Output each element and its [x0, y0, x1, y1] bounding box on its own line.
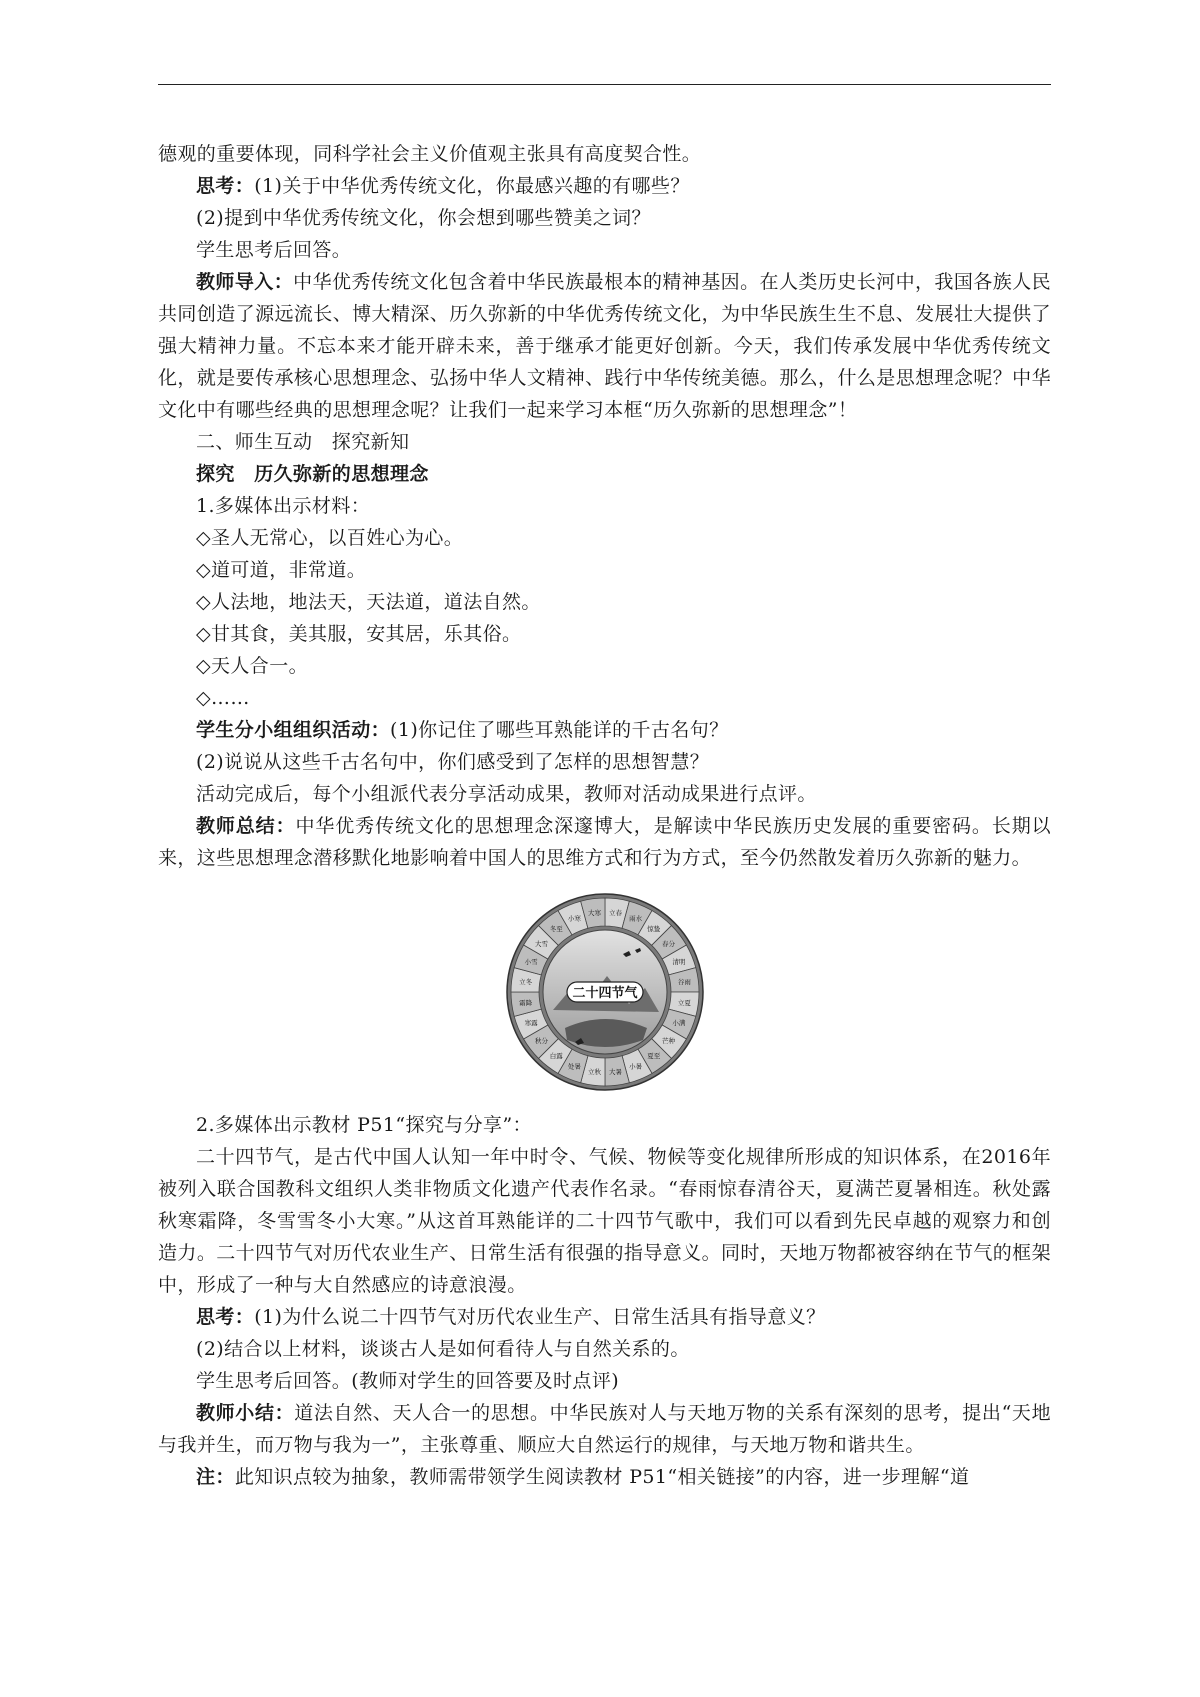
- solar-term-label: 小雪: [524, 957, 538, 966]
- paragraph: 1.多媒体出示材料：: [196, 495, 371, 517]
- solar-term-label: 小暑: [628, 1061, 642, 1070]
- student-activity-text: (1)你记住了哪些耳熟能详的千古名句？: [390, 719, 729, 741]
- solar-term-label: 白露: [549, 1051, 563, 1060]
- solar-term-label: 惊蛰: [646, 924, 660, 933]
- wheel-center-title: 二十四节气: [571, 985, 638, 1001]
- quote-item: ◇圣人无常心，以百姓心为心。: [196, 527, 464, 549]
- quote-item: ◇天人合一。: [196, 655, 309, 677]
- teacher-conclusion: [158, 1397, 1051, 1461]
- document-body: [158, 138, 1051, 1493]
- solar-term-label: 立秋: [587, 1067, 601, 1076]
- solar-term-label: 春分: [661, 939, 675, 948]
- solar-term-label: 大寒: [587, 908, 601, 917]
- solar-term-label: 小满: [671, 1018, 685, 1027]
- paragraph: 学生思考后回答。: [196, 239, 352, 261]
- solar-term-label: 雨水: [628, 914, 642, 923]
- note-label: 注：: [196, 1466, 235, 1488]
- think-question-1: [158, 170, 1051, 202]
- teacher-summary-label: 教师总结：: [196, 815, 296, 837]
- student-activity: [158, 714, 1051, 746]
- note-text: 此知识点较为抽象，教师需带领学生阅读教材 P51“相关链接”的内容，进一步理解“道: [234, 1466, 970, 1488]
- solar-term-label: 小寒: [567, 914, 581, 923]
- quote-item: ◇甘其食，美其服，安其居，乐其俗。: [196, 623, 522, 645]
- header-rule: [158, 84, 1051, 85]
- explore-heading: 探究 历久弥新的思想理念: [196, 463, 429, 485]
- think-question-2: [158, 1301, 1051, 1333]
- solar-term-label: 大暑: [608, 1067, 622, 1076]
- think-label: 思考：: [196, 1306, 255, 1328]
- section-heading: 二、师生互动 探究新知: [196, 431, 410, 453]
- paragraph: 德观的重要体现，同科学社会主义价值观主张具有高度契合性。: [158, 143, 702, 165]
- quote-item: ◇……: [196, 687, 250, 709]
- paragraph: 学生思考后回答。(教师对学生的回答要及时点评): [196, 1370, 620, 1392]
- solar-term-label: 处暑: [567, 1061, 581, 1070]
- solar-term-label: 清明: [671, 957, 685, 966]
- paragraph: 二十四节气，是古代中国人认知一年中时令、气候、物候等变化规律所形成的知识体系，在2016年被列入联合国教科文组织人类非物质文化遗产代表作名录。“春雨惊春清谷天，夏满芒夏暑相连。秋处露秋寒霜降，冬雪雪冬小大寒。”从这首耳熟能详的二十四节气歌中，我们可以看到先民卓越的观察力和创造力。二十四节气对历代农业生产、日常生活有很强的指导意义。同时，天地万物都被容纳在节气的框架中，形成了一种与大自然感应的诗意浪漫。: [158, 1146, 1051, 1296]
- solar-terms-figure: [158, 874, 1051, 1109]
- solar-term-label: 谷雨: [677, 977, 691, 986]
- quote-item: ◇道可道，非常道。: [196, 559, 367, 581]
- teacher-summary: [158, 810, 1051, 874]
- solar-term-label: 霜降: [518, 998, 532, 1007]
- think-label: 思考：: [196, 175, 255, 197]
- think-text: (1)关于中华优秀传统文化，你最感兴趣的有哪些？: [254, 175, 690, 197]
- solar-term-label: 立夏: [677, 998, 691, 1007]
- solar-term-label: 芒种: [661, 1036, 675, 1045]
- teacher-conclusion-text: 道法自然、天人合一的思想。中华民族对人与天地万物的关系有深刻的思考，提出“天地与我并生，而万物与我为一”，主张尊重、顺应大自然运行的规律，与天地万物和谐共生。: [158, 1402, 1051, 1456]
- teacher-intro: [158, 266, 1051, 426]
- teacher-intro-text: 中华优秀传统文化包含着中华民族最根本的精神基因。在人类历史长河中，我国各族人民共同创造了源远流长、博大精深、历久弥新的中华优秀传统文化，为中华民族生生不息、发展壮大提供了强大精神力量。不忘本来才能开辟未来，善于继承才能更好创新。今天，我们传承发展中华优秀传统文化，就是要传承核心思想理念、弘扬中华人文精神、践行中华传统美德。那么，什么是思想理念呢？中华文化中有哪些经典的思想理念呢？让我们一起来学习本框“历久弥新的思想理念”！: [158, 271, 1051, 421]
- paragraph: (2)结合以上材料，谈谈古人是如何看待人与自然关系的。: [196, 1338, 690, 1360]
- solar-term-label: 立冬: [518, 977, 532, 986]
- solar-term-label: 寒露: [524, 1018, 538, 1027]
- paragraph: 2.多媒体出示教材 P51“探究与分享”：: [196, 1114, 532, 1136]
- solar-terms-wheel: [505, 892, 705, 1092]
- teacher-conclusion-label: 教师小结：: [196, 1402, 295, 1424]
- paragraph: 活动完成后，每个小组派代表分享活动成果，教师对活动成果进行点评。: [196, 783, 817, 805]
- paragraph: (2)说说从这些千古名句中，你们感受到了怎样的思想智慧？: [196, 751, 710, 773]
- solar-term-label: 冬至: [549, 924, 563, 933]
- think-text: (1)为什么说二十四节气对历代农业生产、日常生活具有指导意义？: [254, 1306, 826, 1328]
- solar-term-label: 秋分: [534, 1036, 548, 1045]
- student-activity-label: 学生分小组组织活动：: [196, 719, 391, 741]
- quote-item: ◇人法地，地法天，天法道，道法自然。: [196, 591, 541, 613]
- teacher-summary-text: 中华优秀传统文化的思想理念深邃博大，是解读中华民族历史发展的重要密码。长期以来，这些思想理念潜移默化地影响着中国人的思维方式和行为方式，至今仍然散发着历久弥新的魅力。: [158, 815, 1051, 869]
- paragraph: (2)提到中华优秀传统文化，你会想到哪些赞美之词？: [196, 207, 651, 229]
- solar-term-label: 大雪: [534, 939, 548, 948]
- solar-term-label: 立春: [608, 908, 622, 917]
- solar-term-label: 夏至: [646, 1051, 660, 1060]
- note: [158, 1461, 1051, 1493]
- teacher-intro-label: 教师导入：: [196, 271, 294, 293]
